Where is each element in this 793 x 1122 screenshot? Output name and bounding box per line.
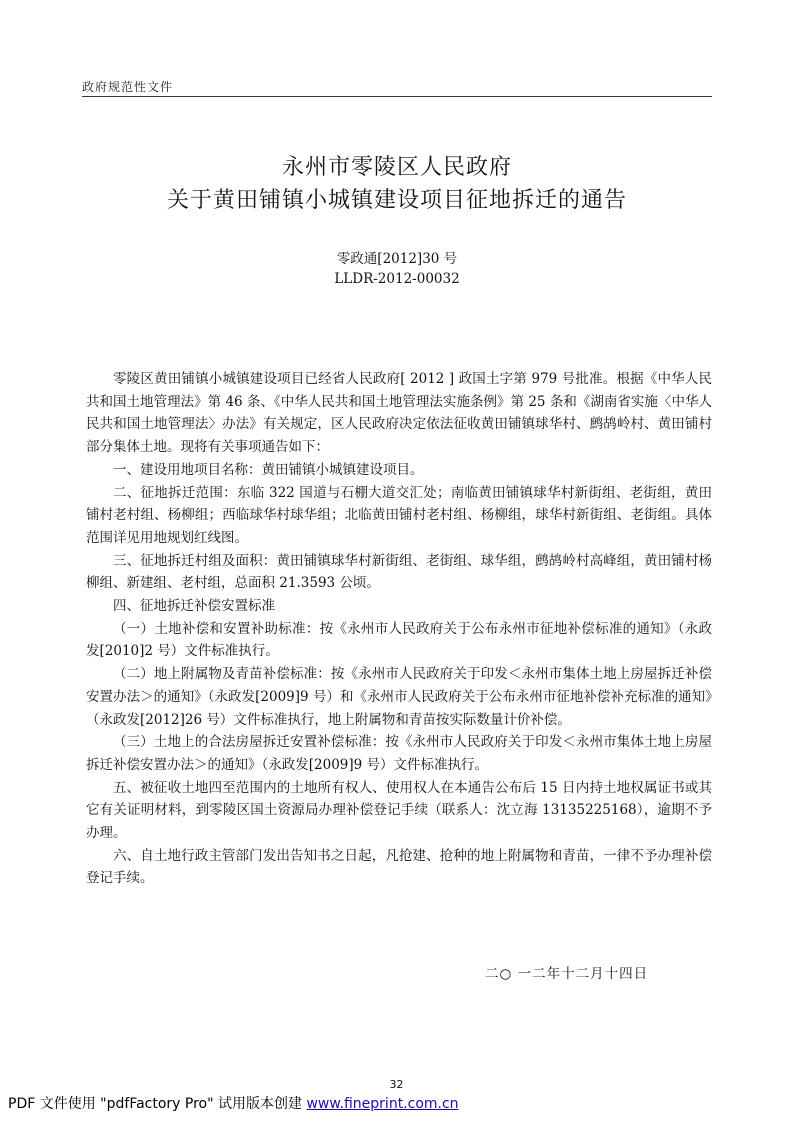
issue-date: 二○ 一二年十二月十四日 [485,966,649,982]
footer-text: PDF 文件使用 "pdfFactory Pro" 试用版本创建 [8,1096,307,1112]
paragraph-item-4-3: （三）土地上的合法房屋拆迁安置补偿标准：按《永州市人民政府关于印发＜永州市集体土地上房屋拆迁补偿安置办法＞的通知》（永政发[2009]9 号）文件标准执行。 [86,734,712,773]
paragraph-item-4: 四、征地拆迁补偿安置标准 [113,598,275,615]
title-issuer: 永州市零陵区人民政府 [281,155,512,180]
title-subject: 关于黄田铺镇小城镇建设项目征地拆迁的通告 [166,188,627,213]
paragraph-item-2: 二、征地拆迁范围：东临 322 国道与石棚大道交汇处；南临黄田铺镇球华村新街组、老街组，黄田铺村老村组、杨柳组；西临球华村球华组；北临黄田铺村老村组、杨柳组，球华村新街组、老街组。具体范围详见用地规划红线图。 [86,484,712,546]
paragraph-item-5: 五、被征收土地四至范围内的土地所有权人、使用权人在本通告公布后 15 日内持土地权属证书或其它有关证明材料，到零陵区国土资源局办理补偿登记手续（联系人：沈立海 13135225168），逾期不予办理。 [86,779,712,842]
page-number: 32 [389,1078,404,1091]
pdf-footer [8,1093,459,1113]
footer-link[interactable]: www.fineprint.com.cn [306,1096,459,1112]
paragraph-item-4-2: （二）地上附属物及青苗补偿标准：按《永州市人民政府关于印发＜永州市集体土地上房屋拆迁补偿安置办法＞的通知》（永政发[2009]9 号）和《永州市人民政府关于公布永州市征地补偿补充标准的通知》（永政发[2012]26 号）文件标准执行，地上附属物和青苗按实际数量计价补偿。 [86,666,712,728]
paragraph-item-4-1: （一）土地补偿和安置补助标准：按《永州市人民政府关于公布永州市征地补偿标准的通知》（永政发[2010]2 号）文件标准执行。 [86,620,712,660]
notice-body [86,368,712,890]
doc-number: 零政通[2012]30 号 [336,251,458,267]
paragraph-item-1: 一、建设用地项目名称：黄田铺镇小城镇建设项目。 [113,461,424,478]
header-label: 政府规范性文件 [82,80,174,94]
paragraph-intro: 零陵区黄田铺镇小城镇建设项目已经省人民政府[ 2012 ] 政国土字第 979 号批准。根据《中华人民共和国土地管理法》第 46 条、《中华人民共和国土地管理法实施条例》第 25 条和《湖南省实施〈中华人民共和国土地管理法〉办法》有关规定，区人民政府决定依法征收黄田铺镇球华村、鹧鸪岭村、黄田铺村部分集体土地。现将有关事项通告如下： [86,371,712,456]
header-divider [82,96,712,97]
paragraph-item-6: 六、自土地行政主管部门发出告知书之日起，凡抢建、抢种的地上附属物和青苗，一律不予办理补偿登记手续。 [86,847,712,887]
paragraph-item-3: 三、征地拆迁村组及面积：黄田铺镇球华村新街组、老街组、球华组，鹧鸪岭村高峰组，黄田铺村杨柳组、新建组、老村组，总面积 21.3593 公顷。 [86,552,712,592]
doc-registration-code: LLDR-2012-00032 [334,271,460,287]
